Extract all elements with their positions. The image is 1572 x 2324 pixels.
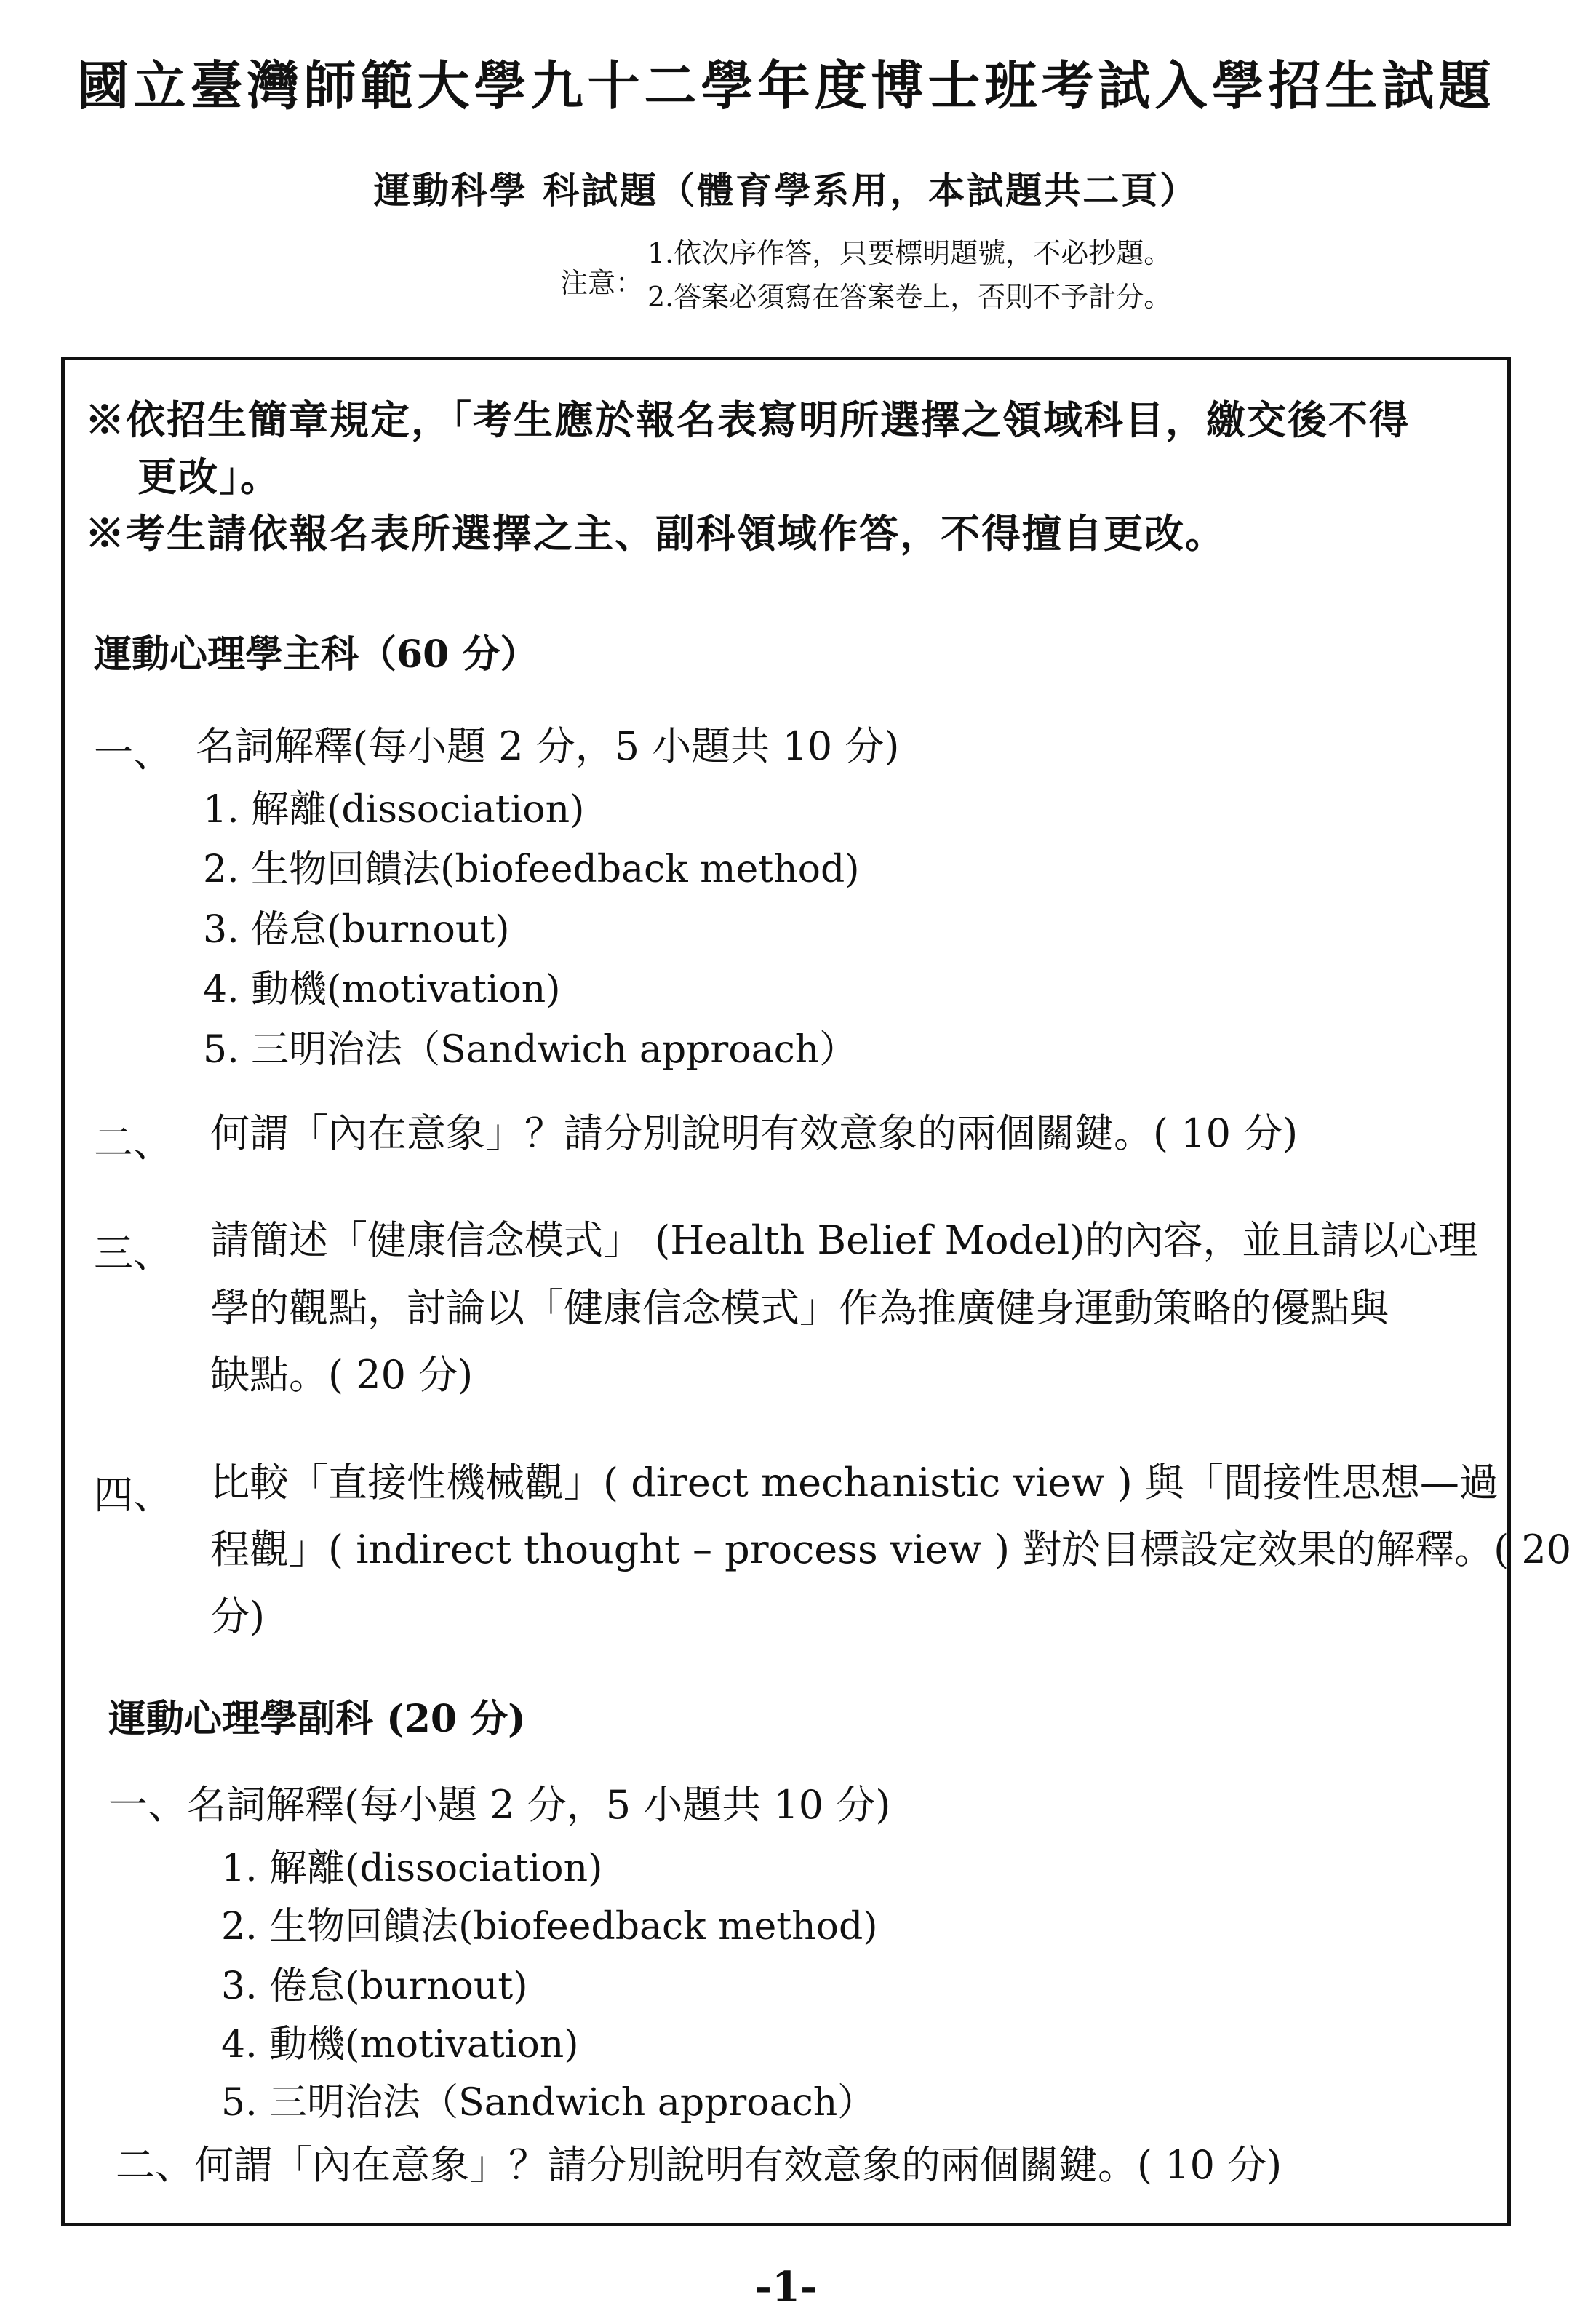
major-term-3: 3. 倦怠(burnout) xyxy=(203,908,510,952)
notice-line-1: 1.依次序作答，只要標明題號，不必抄題。 xyxy=(647,237,1172,269)
minor-q1-text: 一、名詞解釋(每小題 2 分，5 小題共 10 分) xyxy=(108,1782,891,1828)
minor-term-1: 1. 解離(dissociation) xyxy=(221,1847,603,1890)
major-q1-number: 一、 xyxy=(94,730,172,776)
minor-q2-text: 二、何謂「內在意象」？請分別說明有效意象的兩個關鍵。( 10 分) xyxy=(116,2142,1282,2188)
minor-term-4: 4. 動機(motivation) xyxy=(221,2023,579,2066)
exam-subtitle: 運動科學 科試題（體育學系用，本試題共二頁） xyxy=(373,169,1199,212)
major-q4-number: 四、 xyxy=(94,1472,172,1518)
rule-line-2: 更改」。 xyxy=(137,453,281,500)
notice-label: 注意： xyxy=(560,267,644,299)
major-q4-line-1: 比較「直接性機械觀」( direct mechanistic view ) 與「間接性思想—過 xyxy=(210,1460,1499,1505)
major-q4-line-3: 分) xyxy=(210,1593,266,1639)
minor-term-5: 5. 三明治法（Sandwich approach） xyxy=(221,2081,876,2125)
major-term-1: 1. 解離(dissociation) xyxy=(203,788,585,832)
major-term-2: 2. 生物回饋法(biofeedback method) xyxy=(203,848,860,891)
major-q3-line-1: 請簡述「健康信念模式」 (Health Belief Model)的內容，並且請以心理 xyxy=(210,1217,1478,1263)
exam-title: 國立臺灣師範大學九十二學年度博士班考試入學招生試題 xyxy=(76,55,1496,116)
major-term-4: 4. 動機(motivation) xyxy=(203,968,561,1011)
exam-content-box xyxy=(61,357,1572,2226)
major-q3-number: 三、 xyxy=(94,1230,172,1276)
major-q4-line-2: 程觀」( indirect thought – process view ) 對於目標設定效果的解釋。( 20 xyxy=(210,1527,1572,1572)
minor-section-heading: 運動心理學副科 (20 分) xyxy=(108,1697,526,1741)
major-section-heading: 運動心理學主科（60 分） xyxy=(94,632,538,677)
major-q3-line-2: 學的觀點，討論以「健康信念模式」作為推廣健身運動策略的優點與 xyxy=(210,1285,1389,1331)
minor-term-3: 3. 倦怠(burnout) xyxy=(221,1965,528,2008)
minor-term-2: 2. 生物回饋法(biofeedback method) xyxy=(221,1905,878,1949)
rule-line-1: ※依招生簡章規定，「考生應於報名表寫明所選擇之領域科目，繳交後不得 xyxy=(85,397,1410,443)
major-q3-line-3: 缺點。( 20 分) xyxy=(210,1352,474,1398)
page-number: -1- xyxy=(754,2263,818,2311)
major-q2-text: 何謂「內在意象」？請分別說明有效意象的兩個關鍵。( 10 分) xyxy=(210,1110,1298,1156)
major-term-5: 5. 三明治法（Sandwich approach） xyxy=(203,1028,858,1072)
major-q1-text: 名詞解釋(每小題 2 分，5 小題共 10 分) xyxy=(196,723,900,769)
major-q2-number: 二、 xyxy=(94,1120,172,1166)
rule-line-3: ※考生請依報名表所選擇之主、副科領域作答，不得擅自更改。 xyxy=(85,510,1226,557)
notice-lines xyxy=(647,231,1171,319)
notice-line-2: 2.答案必須寫在答案卷上，否則不予計分。 xyxy=(647,281,1172,313)
